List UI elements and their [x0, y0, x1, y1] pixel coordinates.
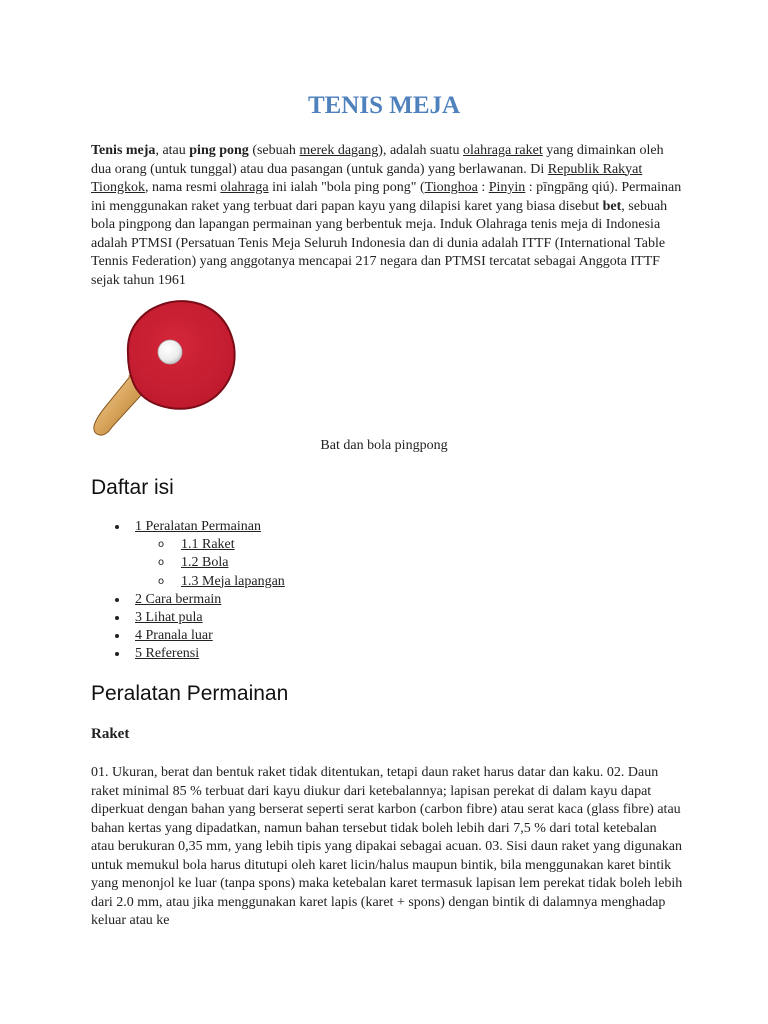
intro-text: : — [477, 180, 489, 195]
toc-item — [112, 573, 285, 591]
intro-paragraph — [91, 142, 683, 290]
link-tionghoa[interactable]: Tionghoa — [424, 180, 478, 195]
toc-link-lihat-pula[interactable]: 3 Lihat pula — [135, 609, 203, 625]
toc-item — [112, 609, 285, 627]
intro-text: (sebuah — [248, 143, 300, 158]
toc-link-peralatan[interactable]: 1 Peralatan Permainan — [135, 519, 261, 534]
toc-heading: Daftar isi — [91, 476, 174, 499]
section-heading: Peralatan Permainan — [91, 682, 289, 705]
link-merek-dagang[interactable]: merek dagang — [299, 143, 379, 158]
term-tenis-meja: Tenis meja — [91, 143, 156, 158]
toc-link-raket[interactable]: 1.1 Raket — [181, 537, 235, 553]
toc-item — [112, 536, 285, 554]
raket-paragraph: 01. Ukuran, berat dan bentuk raket tidak ditentukan, tetapi daun raket harus datar dan kaku. 02. Daun raket minimal 85 % terbuat dari kayu diukur dari ketebalannya; lapisan perekat di dalam kayu dapat diperkuat dengan bahan yang berserat seperti serat karbon (carbon fibre) atau serat kaca (glass fibre) atau bahan kertas yang dipadatkan, namun bahan tersebut tidak boleh lebih dari 7,5 % dari total ketebalan atau berukuran 0,35 mm, yang lebih tipis yang dipakai sebagai acuan. 03. Sisi daun raket yang digunakan untuk memukul bola harus ditutupi oleh karet licin/halus maupun bintik, bila menggunakan karet bintik yang menonjol ke luar (tanpa spons) maka ketebalan karet termasuk lapisan lem perekat tidak boleh lebih dari 2.0 mm, atau jika menggunakan karet lapis (karet + spons) dengan bintik di dalamnya menghadap keluar atau ke — [91, 765, 683, 928]
toc-link-bola[interactable]: 1.2 Bola — [181, 555, 229, 571]
circle-bullet-icon: o — [158, 557, 165, 569]
link-pinyin[interactable]: Pinyin — [488, 180, 526, 195]
pingpong-bat-image — [88, 296, 248, 442]
toc-link-cara-bermain[interactable]: 2 Cara bermain — [135, 591, 222, 607]
page-title: TENIS MEJA — [307, 92, 461, 119]
toc-item — [112, 518, 285, 536]
image-caption: Bat dan bola pingpong — [320, 438, 448, 453]
intro-text: : pīngpāng qiú). Permainan ini menggunakan raket yang terbuat dari papan kayu yang dilapisi karet yang biasa disebut — [91, 180, 682, 214]
link-rrt[interactable]: Republik Rakyat Tiongkok — [91, 161, 643, 195]
link-olahraga[interactable]: olahraga — [220, 180, 269, 195]
toc-item — [112, 591, 285, 609]
toc-link-pranala-luar[interactable]: 4 Pranala luar — [135, 628, 213, 644]
intro-text: , atau — [155, 143, 190, 158]
toc-list — [112, 518, 285, 664]
term-bet: bet — [602, 198, 622, 214]
toc-link-referensi[interactable]: 5 Referensi — [135, 646, 200, 662]
intro-text: , nama resmi — [144, 180, 221, 195]
intro-text: , sebuah bola pingpong dan lapangan permainan yang berbentuk meja. Induk Olahraga tenis meja di Indonesia adalah PTMSI (Persatuan Tenis Meja Seluruh Indonesia dan di dunia adalah ITTF (International Table Tennis Federation) yang anggotanya mencapai 217 negara dan PTMSI tercatat sebagai Anggota ITTF sejak tahun 1961 — [91, 198, 668, 288]
link-olahraga-raket[interactable]: olahraga raket — [463, 143, 543, 158]
circle-bullet-icon: o — [158, 575, 165, 587]
intro-text: ini ialah "bola ping pong" ( — [268, 180, 425, 195]
toc-link-meja[interactable]: 1.3 Meja lapangan — [181, 573, 285, 589]
intro-text: ), adalah suatu — [378, 143, 464, 158]
intro-text: yang dimainkan oleh dua orang (untuk tunggal) atau dua pasangan (untuk ganda) yang berlawanan. Di — [91, 143, 664, 177]
toc-item — [112, 645, 285, 663]
toc-item — [112, 554, 285, 572]
term-ping-pong: ping pong — [189, 143, 249, 158]
toc-item — [112, 627, 285, 645]
subsection-heading: Raket — [91, 726, 130, 742]
circle-bullet-icon: o — [158, 539, 165, 551]
